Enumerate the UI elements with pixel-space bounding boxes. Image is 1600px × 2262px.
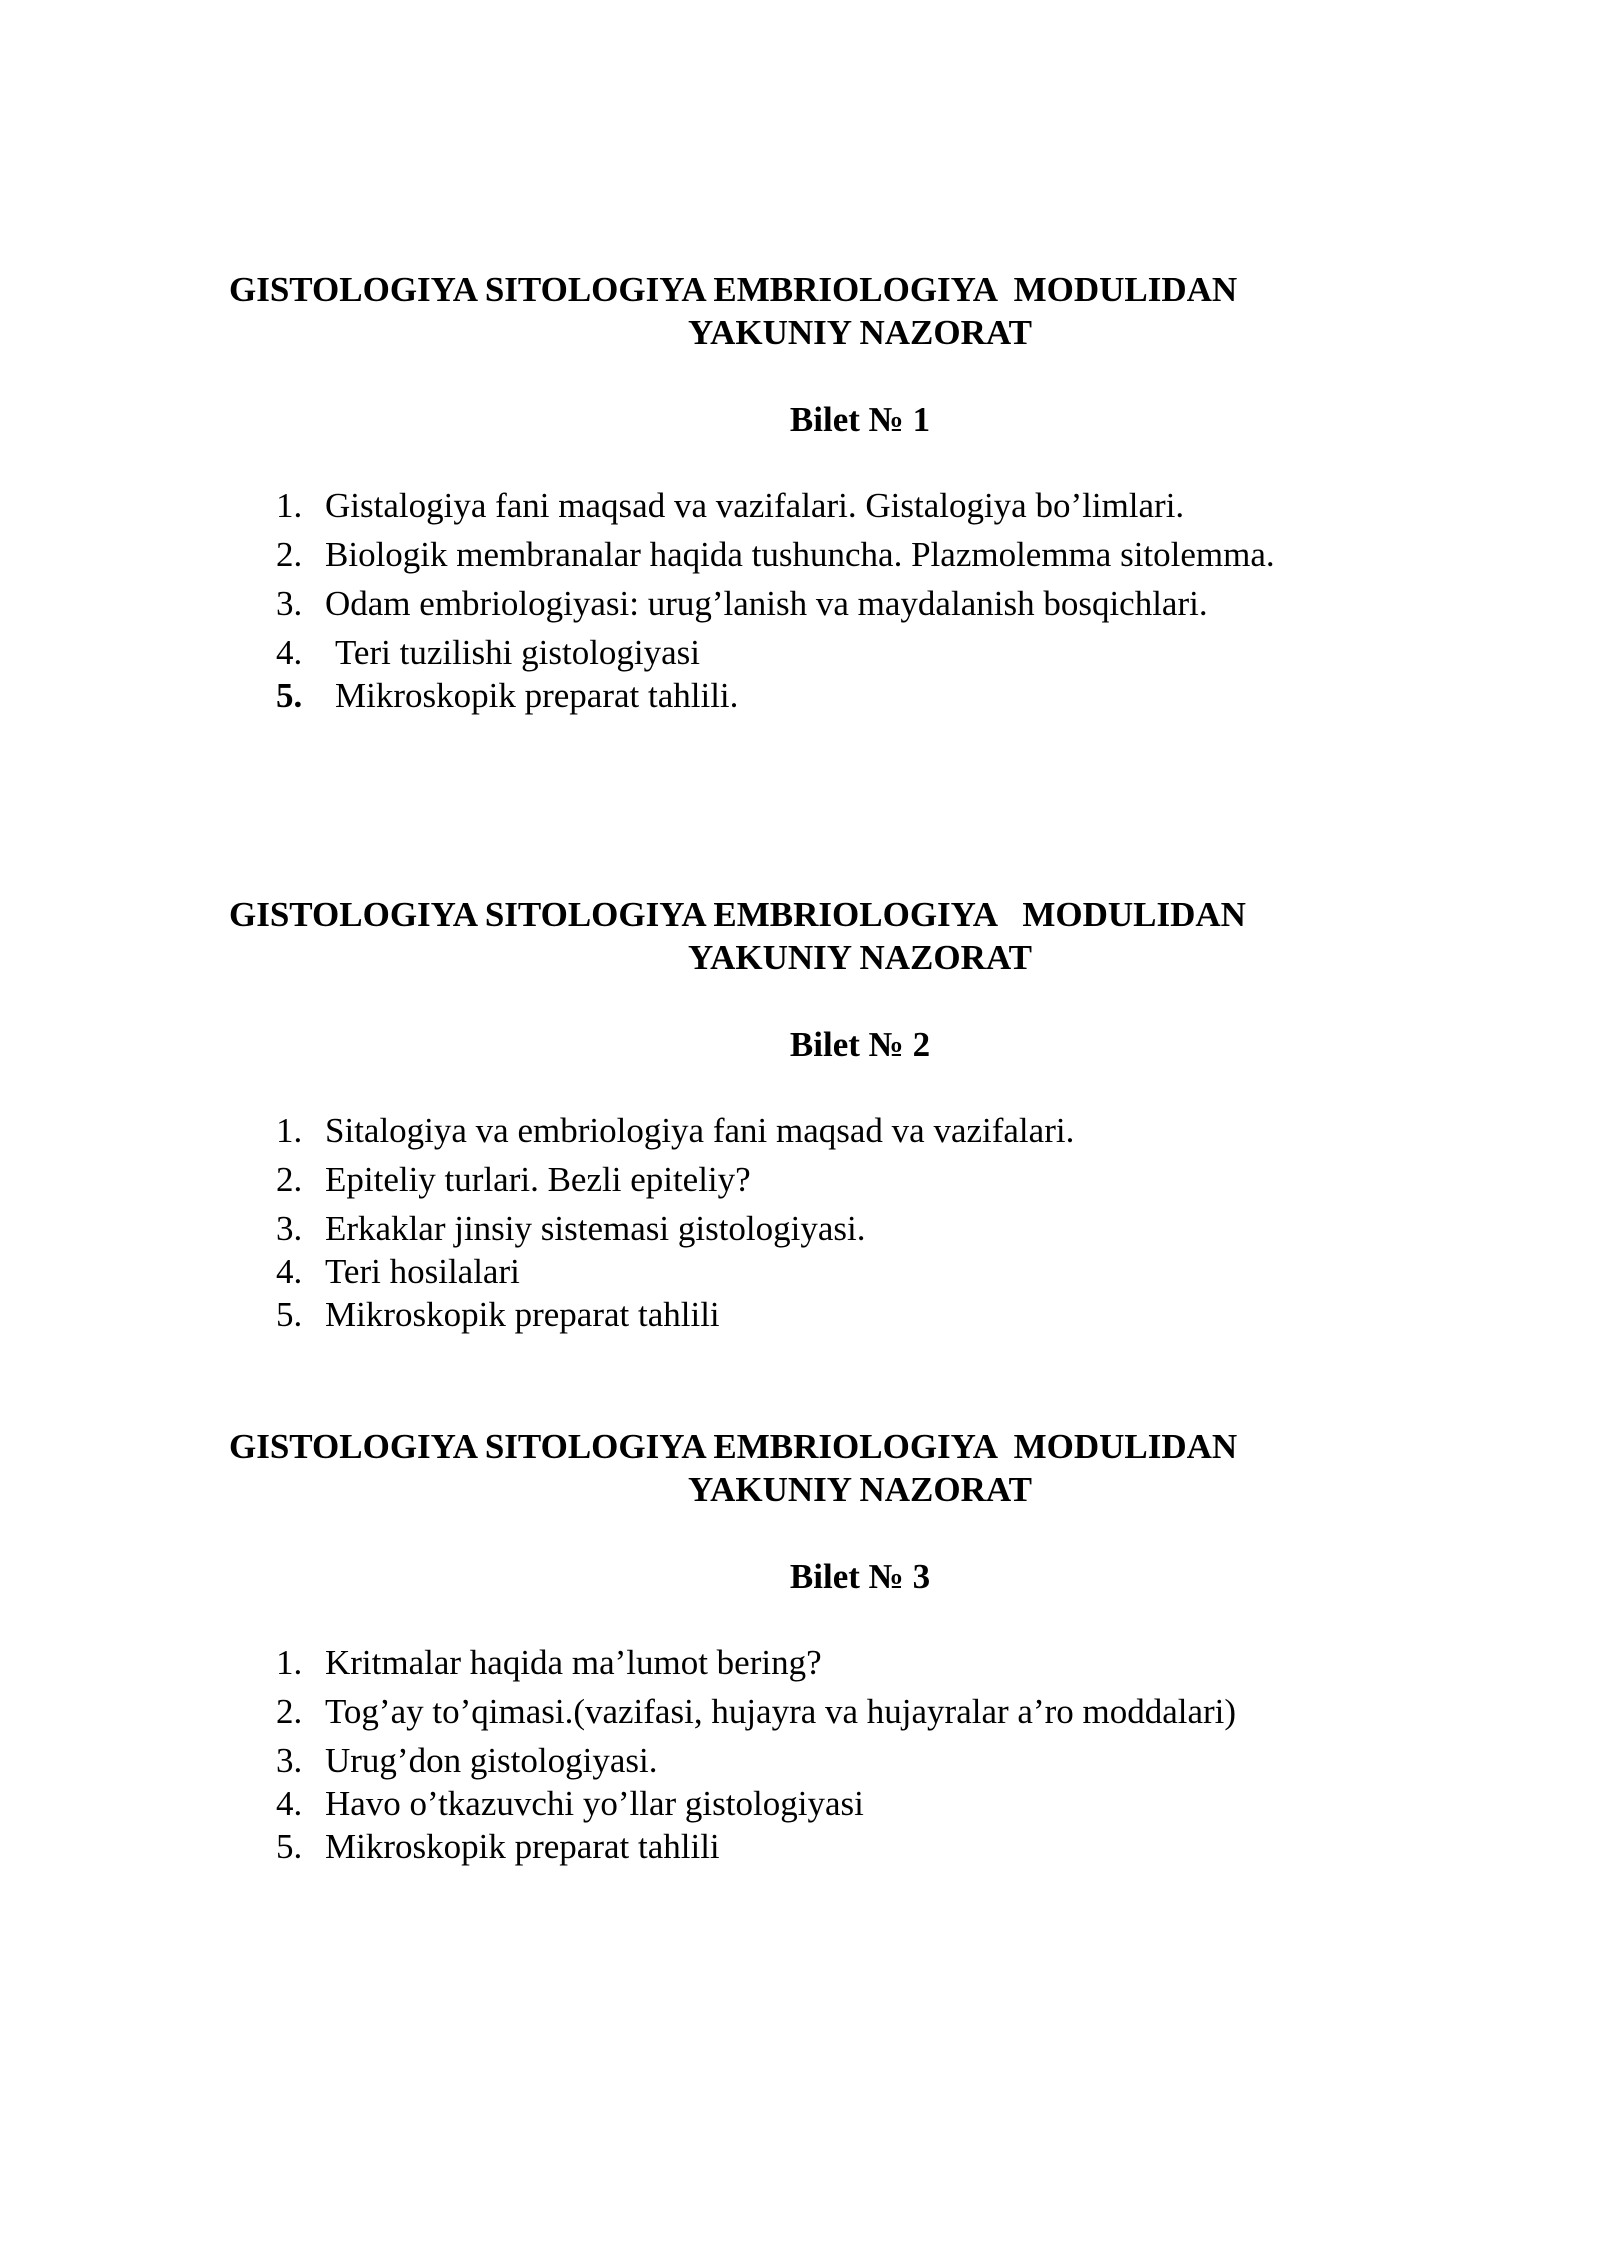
question-text: Biologik membranalar haqida tushuncha. Plazmolemma sitolemma.: [325, 535, 1275, 574]
question-text: Gistalogiya fani maqsad va vazifalari. Gistalogiya bo’limlari.: [325, 486, 1185, 525]
bilet-number: Bilet № 1: [789, 400, 931, 439]
question-number: 5.: [276, 1827, 303, 1866]
question-text: Odam embriologiyasi: urug’lanish va maydalanish bosqichlari.: [325, 584, 1208, 623]
question-number: 4.: [276, 1784, 303, 1823]
question-text: Kritmalar haqida ma’lumot bering?: [325, 1643, 822, 1682]
question-text: Epiteliy turlari. Bezli epiteliy?: [325, 1160, 751, 1199]
question-number: 2.: [276, 1692, 303, 1731]
header-title-line2: YAKUNIY NAZORAT: [688, 313, 1032, 352]
question-text: Urug’don gistologiyasi.: [325, 1741, 658, 1780]
question-number: 4.: [276, 1252, 303, 1291]
question-text: Mikroskopik preparat tahlili: [325, 1827, 720, 1866]
header-title-line1: GISTOLOGIYA SITOLOGIYA EMBRIOLOGIYA MODULIDAN: [229, 270, 1238, 309]
question-number: 2.: [276, 1160, 303, 1199]
bilet-number: Bilet № 2: [789, 1025, 931, 1064]
bilet-number: Bilet № 3: [789, 1557, 931, 1596]
question-number: 1.: [276, 486, 303, 525]
question-text: Teri tuzilishi gistologiyasi: [335, 633, 701, 672]
question-text: Sitalogiya va embriologiya fani maqsad va vazifalari.: [325, 1111, 1075, 1150]
header-title-line2: YAKUNIY NAZORAT: [688, 1470, 1032, 1509]
question-number: 5.: [276, 676, 303, 715]
header-title-line2: YAKUNIY NAZORAT: [688, 938, 1032, 977]
question-text: Mikroskopik preparat tahlili.: [335, 676, 739, 715]
question-number: 5.: [276, 1295, 303, 1334]
question-number: 3.: [276, 1209, 303, 1248]
question-text: Tog’ay to’qimasi.(vazifasi, hujayra va hujayralar a’ro moddalari): [325, 1692, 1237, 1731]
question-text: Mikroskopik preparat tahlili: [325, 1295, 720, 1334]
question-text: Teri hosilalari: [325, 1252, 520, 1291]
question-text: Havo o’tkazuvchi yo’llar gistologiyasi: [325, 1784, 864, 1823]
question-number: 2.: [276, 535, 303, 574]
header-title-line1: GISTOLOGIYA SITOLOGIYA EMBRIOLOGIYA MODULIDAN: [229, 1427, 1238, 1466]
header-title-line1: GISTOLOGIYA SITOLOGIYA EMBRIOLOGIYA MODULIDAN: [229, 895, 1246, 934]
question-number: 4.: [276, 633, 303, 672]
question-number: 1.: [276, 1111, 303, 1150]
question-number: 3.: [276, 1741, 303, 1780]
question-number: 1.: [276, 1643, 303, 1682]
question-text: Erkaklar jinsiy sistemasi gistologiyasi.: [325, 1209, 866, 1248]
question-number: 3.: [276, 584, 303, 623]
